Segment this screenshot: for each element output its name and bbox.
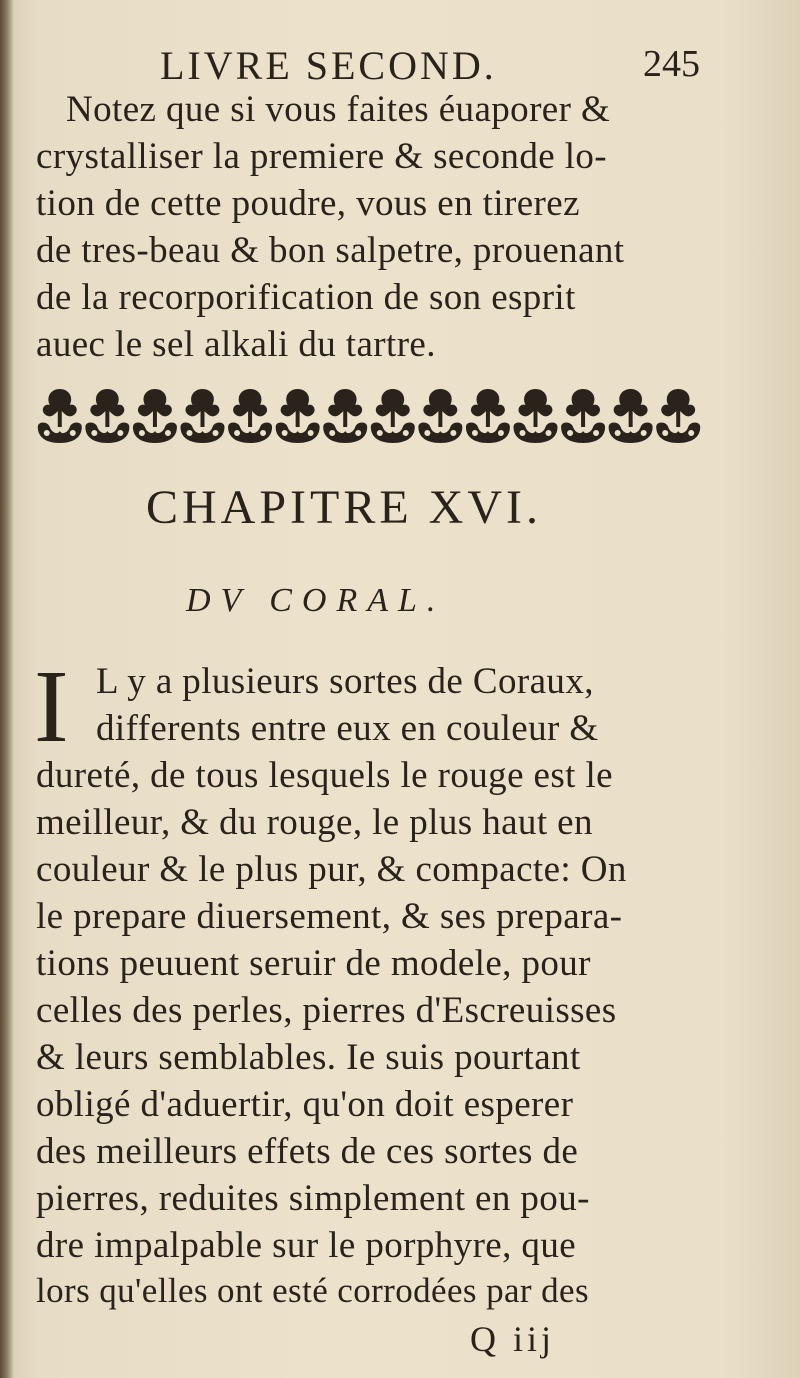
signature-mark: Q iij [470,1319,556,1359]
chapter-subtitle: DV CORAL. [186,582,446,619]
text-line: celles des perles, pierres d'Escreuisses [36,990,617,1031]
drop-cap: I [34,649,69,764]
text-line: crystalliser la premiere & seconde lo- [36,136,607,177]
fleuron-icon [323,389,367,443]
fleuron-icon [561,389,605,443]
text-line: Notez que si vous faites éuaporer & [66,89,611,130]
text-line: dre impalpable sur le porphyre, que [36,1225,577,1266]
text-line: obligé d'aduertir, qu'on doit esperer [36,1084,574,1125]
text-line: le prepare diuersement, & ses prepara- [36,896,623,937]
fleuron-icon [133,389,177,443]
fleuron-icon [276,389,320,443]
running-title: LIVRE SECOND. [160,43,497,88]
fleuron-icon [418,389,462,443]
fleuron-icon [181,389,225,443]
fleuron-icon [609,389,653,443]
text-line: de la recorporification de son esprit [36,277,576,318]
fleuron-icon [371,389,415,443]
text-line: auec le sel alkali du tartre. [36,324,436,365]
text-line: couleur & le plus pur, & compacte: On [36,849,627,890]
page-header [160,42,700,92]
fleuron-icon [514,389,558,443]
text-line: L y a plusieurs sortes de Coraux, [96,661,594,702]
book-gutter [0,0,14,1378]
text-line: lors qu'elles ont esté corrodées par des [36,1271,589,1310]
text-line: & leurs semblables. Ie suis pourtant [36,1037,581,1078]
text-line: tions peuuent seruir de modele, pour [36,943,591,984]
text-line: pierres, reduites simplement en pou- [36,1178,590,1219]
text-line: differents entre eux en couleur & [96,708,599,749]
fleuron-icon [38,389,82,443]
text-line: des meilleurs effets de ces sortes de [36,1131,579,1172]
text-line: tion de cette poudre, vous en tirerez [36,183,580,224]
text-line: de tres-beau & bon salpetre, prouenant [36,230,625,271]
text-line: dureté, de tous lesquels le rouge est le [36,755,613,796]
fleuron-icon [466,389,510,443]
fleuron-icon [228,389,272,443]
fleuron-icon [656,389,700,443]
fleuron-icon [85,389,129,443]
chapter-title: CHAPITRE XVI. [146,481,542,534]
fleuron-band [36,383,702,453]
page-number: 245 [643,43,700,85]
text-line: meilleur, & du rouge, le plus haut en [36,802,593,843]
